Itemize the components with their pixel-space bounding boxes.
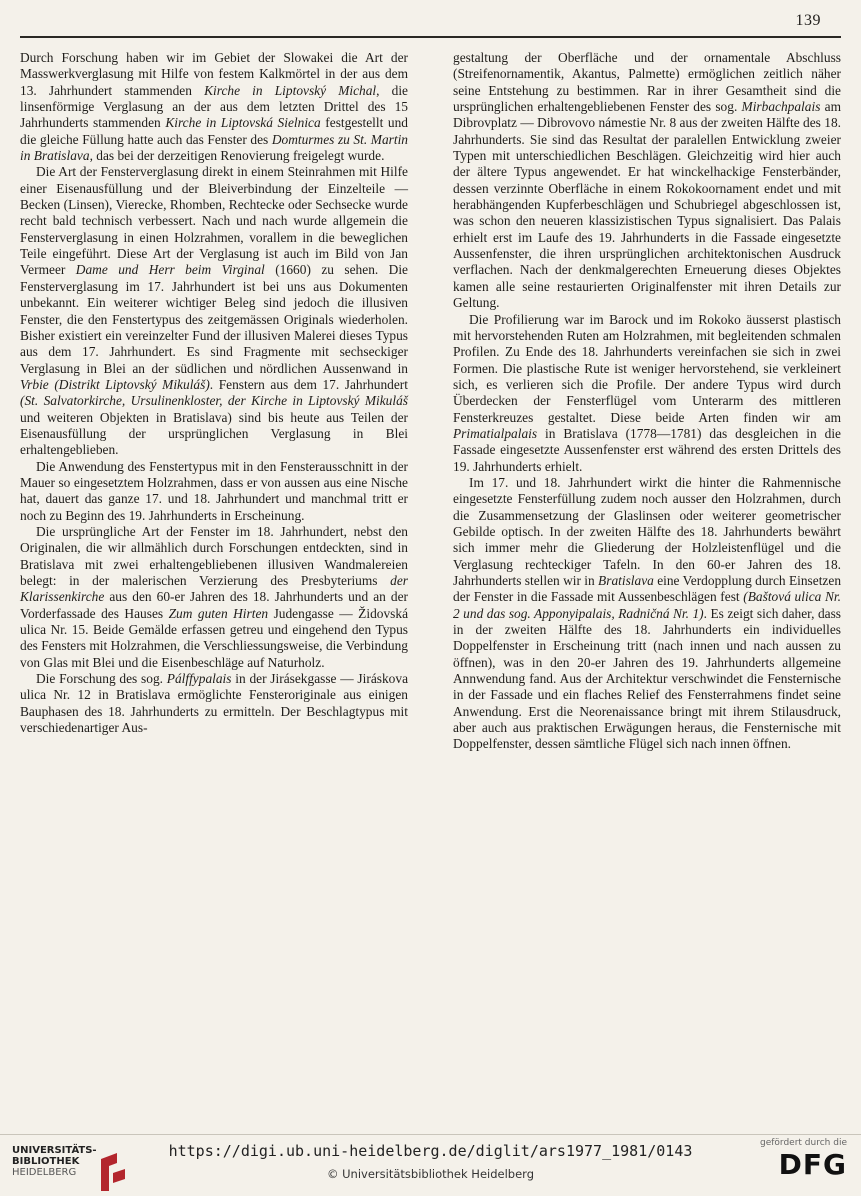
italic-reference: Dame und Herr beim Virginal [75, 262, 265, 278]
italic-reference: (Baštová ulica Nr. 2 und das sog. Apponyipalais, Radničná Nr. 1) [453, 589, 841, 621]
text-run: Die ursprüngliche Art der Fenster im 18. Jahrhundert, nebst den Originalen, die wir allmählich durch Forschungen entdeckten, sind in Bratislava mit zwei erhaltengebliebenen illusiven Wandmalereien belegt: in der malerischen Verzierung des Presbyteriums [20, 523, 408, 588]
text-run: . Es zeigt sich daher, dass in der zweiten Hälfte des 18. Jahrhunderts ein individuelles Doppelfenster in Erscheinung tritt (nach innen und nach aussen zu öffnen), was in den 20-er Jahren des 19. Jahrhunderts allgemeine Annwendung fand. Aus der Architektur verschwindet die Fensternische in der Fassade und ein flaches Relief des Fensterrahmens findet seine Anwendung. Erst die Neorenaissance bringt mit ihrem Stilausdruck, aber auch aus praktischen Erwägungen heraus, die Fensternische mit Doppelfenster, dessen sämtliche Flügel sich nach innen öffnen. [453, 605, 841, 752]
body-paragraph [20, 50, 408, 164]
body-paragraph [453, 475, 841, 753]
text-run: Die Art der Fensterverglasung direkt in einem Steinrahmen mit Hilfe einer Eisenausfüllung und der Bleiverbindung der Einzelteile — Becken (Linsen), Vierecke, Rhomben, Rechtecke oder Sechsecke wurde recht bald technisch verbessert. Nach und nach wurde allgemein die Fensterverglasung in einen Holzrahmen, vorallem in die beweglichen Teile eingeführt. Diese Art der Verglasung ist auch im Bild von Jan Vermeer [20, 164, 408, 278]
body-paragraph [453, 312, 841, 475]
italic-reference: der Klarissenkirche [20, 573, 408, 605]
funder-note: gefördert durch die [760, 1138, 847, 1148]
body-paragraph [453, 50, 841, 312]
italic-reference: Vrbie (Distrikt Liptovský Mikuláš) [20, 376, 210, 392]
viewer-footer [0, 1135, 861, 1196]
italic-reference: Bratislava [598, 573, 654, 588]
text-run: aus den 60-er Jahren des 18. Jahrhunderts und an der Vorderfassade des Hauses [20, 589, 408, 621]
body-paragraph [20, 524, 408, 671]
body-paragraph [20, 459, 408, 524]
italic-reference: (St. Salvatorkirche, Ursulinenkloster, der Kirche in Liptovský Mikuláš [20, 393, 408, 409]
text-run: Im 17. und 18. Jahrhundert wirkt die hinter die Rahmennische eingesetzte Fensterfüllung zudem noch ausser den Holzrahmen, durch die Zusammensetzung der Glaslinsen oder weiterer geometrischer Gebilde optisch. In der zweiten Hälfte des 18. Jahrhunderts bewährt sich immer mehr die Gliederung der Holzleistenflügel und die Verglasung rechteckiger Tafeln. In den 60-er Jahren des 18. Jahrhunderts stellen wir in [453, 474, 841, 588]
text-run: Die Profilierung war im Barock und im Rokoko äusserst plastisch mit hervorstehenden Ruten am Holzrahmen, mit begleitenden schmalen Profilen. Zu Ende des 18. Jahrhunderts vereinfachen sie sich in zwei Formen. Die plastische Rute ist weniger hervorstehend, sie verkleinert sich, es verlieren sich die Profile. Der andere Typus wird durch Überdecken der Fensterflügel vom Unterarm des mittleren Fensterkreuzes gestaltet. Diese beide Arten finden wir am [453, 311, 841, 425]
dfg-logo-text: DFG [778, 1148, 847, 1181]
italic-reference: Primatialpalais [453, 425, 538, 441]
copyright-notice: © Universitätsbibliothek Heidelberg [326, 1167, 534, 1181]
text-run: . Fenstern aus dem 17. Jahrhundert [209, 376, 408, 392]
italic-reference: Mirbachpalais [741, 99, 821, 115]
text-columns [20, 50, 841, 753]
text-run: , die linsenförmige Verglasung an der aus dem letzten Drittel des 15 Jahrhunderts stammenden [20, 82, 408, 131]
library-name-line: HEIDELBERG [12, 1167, 77, 1178]
text-run: Judengasse — Židovská ulica Nr. 15. Beide Gemälde erfassen getreu und eingehend den Typus des Fensters mit Holzrahmen, die Verschliessungsweise, die Verbindung von Glas mit Blei und die Eisenbeschläge auf Naturholz. [20, 605, 409, 670]
text-run: , das bei der derzeitigen Renovierung freigelegt wurde. [89, 148, 385, 164]
text-run: eine Verdopplung durch Einsetzen der Fenster in die Fassade mit Aussenbeschlägen fest [453, 573, 842, 605]
text-run: am Dibrovplatz — Dibrovovo námestie Nr. 8 aus der zweiten Hälfte des 18. Jahrhunderts. Sie sind das Resultat der paralellen Entwicklung zweier Typen mit unterschiedlichen Beschlägen. Gleichzeitig wird hier auch der ältere Typus angewendet. Er hat winckelhackige Fensterbänder, dessen verzinnte Oberfläche in einem Rokokoornament endet und mit herabhängenden Kupferbeschlägen und Schubriegel abgeschlossen ist, was schon den neueren klassizistischen Typus signalisiert. Das Palais erhielt erst im Laufe des 19. Jahrhunderts in die Fassade eingesetzte Aussenfenster, die ihren ursprünglichen architektonischen Ausdruck verflachen. Nach der denkmalgerechten Erneuerung dieses Objektes kamen alle seine restaurierten Originalfenster mit ihren Details zur Geltung. [453, 99, 842, 311]
right-column [453, 50, 841, 753]
text-run: gestaltung der Oberfläche und der ornamentale Abschluss (Streifenornamentik, Akantus, Palmette) ermöglichen zeitlich näher seine Entstehung zu bestimmen. Rar in ihrer Gesamtheit sind die ursprünglichen erhaltengebliebenen Fenster des sog. [453, 50, 841, 115]
italic-reference: Pálffypalais [166, 671, 232, 687]
italic-reference: Kirche in Liptovský Michal [204, 82, 377, 98]
text-run: in der Jirásekgasse — Jiráskova ulica Nr. 12 in Bratislava ermöglichte Fensteroriginale aus einigen Bauphasen des 18. Jahrhunderts zu ermitteln. Der Beschlagtypus mit verschiedenartiger Aus- [20, 671, 409, 736]
funder-logo[interactable] [760, 1138, 847, 1180]
left-column [20, 50, 408, 753]
text-run: Durch Forschung haben wir im Gebiet der Slowakei die Art der Masswerkverglasung mit Hilfe von festem Kalkmörtel in der aus dem 13. Jahrhundert stammenden [20, 50, 408, 98]
text-run: Die Forschung des sog. [36, 671, 167, 687]
page-number: 139 [795, 12, 821, 29]
text-run: in Bratislava (1778—1781) das desgleichen in die Fassade eingesetzte Aussenfenster erst während des ersten Drittels des 19. Jahrhunderts erhielt. [453, 425, 841, 474]
italic-reference: Zum guten Hirten [168, 605, 269, 621]
body-paragraph [20, 164, 408, 458]
italic-reference: Domturmes zu St. Martin in Bratislava [20, 131, 408, 164]
permalink-url[interactable]: https://digi.ub.uni-heidelberg.de/diglit/ars1977_1981/0143 [168, 1142, 693, 1160]
text-run: und weiteren Objekten in Bratislava) sind bis heute aus Teilen der Eisenausfüllung der ursprünglichen Verglasung in Blei erhaltengeblieben. [20, 409, 408, 458]
library-name-line: BIBLIOTHEK [12, 1156, 80, 1167]
text-run: festgestellt und die gleiche Füllung hatte auch das Fenster des [20, 115, 408, 147]
text-run: (1660) zu sehen. Die Fensterverglasung im 17. Jahrhundert ist bei uns aus Dokumenten unbekannt. Ein weiterer wichtiger Beleg sind jedoch die illusiven Fenster, die den Fenstertypus des zeitgemässen Originals wiederholen. Bisher existiert ein vereinzelter Fund der illusiven Malerei dieses Typus aus dem 17. Jahrhundert. Es sind Fragmente mit sechseckiger Verglasung in Blei an der südlichen und nördlichen Aussenwand in [20, 262, 408, 376]
header-rule [20, 36, 841, 38]
italic-reference: Kirche in Liptovská Sielnica [165, 115, 321, 131]
text-run: Die Anwendung des Fenstertypus mit in den Fensterausschnitt in der Mauer so eingesetztem Holzrahmen, dass er von aussen aus eine Nische hat, dauert das ganze 17. und 18. Jahrhundert und manchmal tritt er noch zu Beginn des 19. Jahrhunderts in Erscheinung. [20, 458, 408, 523]
body-paragraph [20, 671, 408, 736]
library-name-line: UNIVERSITÄTS- [12, 1145, 97, 1156]
